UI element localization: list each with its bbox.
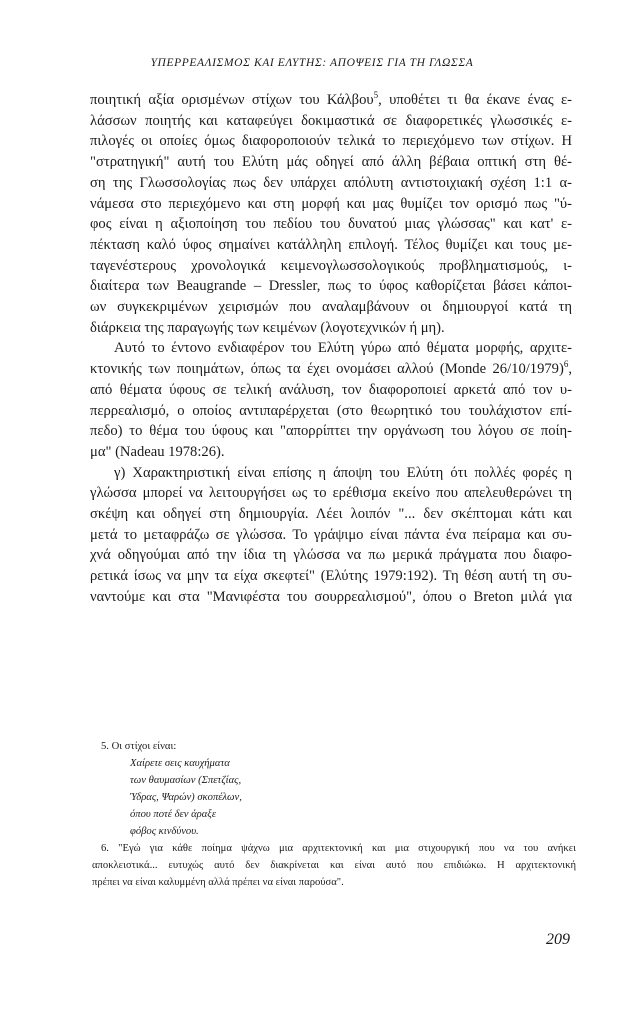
- text-line: γλώσσα μπορεί να λειτουργήσει ως το ερέθισμα εκείνο που απελευθερώνει τη: [90, 485, 572, 502]
- text-line: φος είναι η αξιοποίηση του πεδίου του δυνατού μιας γλώσσας" και κατ' ε-: [90, 216, 572, 233]
- footnote-6-line: αποκλειστικά... ευτυχώς αυτό δεν διακρίνεται και είναι αυτό που επιδιώκω. Η αρχιτεκτονική: [92, 860, 576, 871]
- text-line: πιλογές οι οποίες όμως διαφοροποιούν τελικά το περιεχόμενο των στίχων. Η: [90, 133, 572, 150]
- footnote-ref-6[interactable]: 6: [563, 359, 569, 370]
- footnote-ref-5[interactable]: 5: [373, 90, 379, 101]
- text-span: ποιητική αξία ορισμένων στίχων του Κάλβου: [90, 92, 374, 108]
- running-header: ΥΠΕΡΡΕΑΛΙΣΜΟΣ ΚΑΙ ΕΛΥΤΗΣ: ΑΠΟΨΕΙΣ ΓΙΑ ΤΗ ΓΛΩΣΣΑ: [150, 57, 474, 69]
- footnote-poem-line: όπου ποτέ δεν άραξε: [130, 809, 216, 820]
- text-line: από θέματα ύφους σε τελική ανάλυση, τον διαφοροποιεί αρκετά από τον υ-: [90, 381, 572, 398]
- text-line: ση της Γλωσσολογίας πως δεν υπάρχει απόλυτη αντιστοιχιακή σχέση 1:1 α-: [90, 174, 572, 191]
- text-span: κτονικής των ποιημάτων, όπως τα έχει ονομάσει αλλού (Monde 26/10/1979): [90, 361, 564, 378]
- footnotes: [92, 738, 576, 891]
- text-line: νάμεσα στο περιεχόμενο και στη μορφή και μας θυμίζει τον ορισμό πως "ύ-: [90, 195, 572, 212]
- text-line: περρεαλισμό, ο οποίος αντιπαρέρχεται (στο θεωρητικό του τουλάχιστον επί-: [90, 402, 572, 419]
- text-line: χνά οδηγούμαι από την ίδια τη γλώσσα να πω μερικά πράγματα που διαφο-: [90, 547, 572, 564]
- text-line: διαίτερα των Beaugrande – Dressler, πως το ύφος καθορίζεται βάσει κάποι-: [90, 278, 572, 295]
- text-line: "στρατηγική" αυτή του Ελύτη μάς οδηγεί από άλλη βέβαια οπτική στη θέ-: [90, 154, 572, 171]
- text-line: ρετικά ίσως να μην τα είχα σκεφτεί" (Ελύτης 1979:192). Τη θέση αυτή τη συ-: [90, 568, 572, 585]
- body-text: [90, 90, 572, 608]
- footnote-5-label: 5. Οι στίχοι είναι:: [101, 741, 177, 752]
- text-span: ,: [568, 361, 572, 378]
- page-number: 209: [546, 931, 570, 948]
- footnote-poem-line: φόβος κινδύνου.: [130, 826, 199, 837]
- text-line: [90, 359, 572, 380]
- text-line: διάρκεια της παραγωγής των κειμένων (λογοτεχνικών ή μη).: [90, 319, 445, 336]
- text-line: [90, 90, 572, 111]
- footnote-poem-line: Χαίρετε σεις καυχήματα: [130, 758, 230, 769]
- text-line: ων συγκεκριμένων χειρισμών που αναλαμβάνουν οι δημιουργοί κατά τη: [90, 299, 572, 316]
- text-line: μετά το μεταφράζω σε γλώσσα. Το γράψιμο είναι πάντα ένα πείραμα και συ-: [90, 526, 572, 543]
- footnote-6-line: 6. "Εγώ για κάθε ποίημα ψάχνω μια αρχιτεκτονική και μια στιχουργική που να του ανήκει: [101, 843, 576, 854]
- text-line: ταγενέστερους χρονολογικά κειμενογλωσσολογικούς προβληματισμούς, ι-: [90, 257, 572, 274]
- text-span: , υποθέτει τι θα έκανε ένας ε-: [378, 92, 572, 108]
- text-line: σκέψη και οδηγεί στη δημιουργία. Λέει λοιπόν "... δεν σκέπτομαι κάτι και: [90, 506, 572, 523]
- text-line: μα" (Nadeau 1978:26).: [90, 443, 225, 460]
- text-line: ναντούμε και στα "Μανιφέστα του σουρρεαλισμού", όπου ο Breton μιλά για: [90, 588, 572, 605]
- text-line: πεδο) το θέμα του ύφους και "απορρίπτει την οργάνωση του λόγου σε ποίη-: [90, 423, 572, 440]
- text-line: γ) Χαρακτηριστική είναι επίσης η άποψη του Ελύτη ότι πολλές φορές η: [114, 464, 572, 481]
- text-line: λάσσων ποιητής και καταφεύγει δοκιμαστικά σε διαφορετικές γλωσσικές ε-: [90, 112, 572, 129]
- footnote-poem-line: Ύδρας, Ψαρών) σκοπέλων,: [130, 792, 242, 803]
- text-line: πέκταση καλό ύφος σημαίνει κατάλληλη επιλογή. Τέλος θυμίζει και τους με-: [90, 236, 572, 253]
- footnote-poem-line: των θαυμασίων (Σπετζίας,: [130, 775, 242, 786]
- footnote-6-line: πρέπει να είναι καλυμμένη αλλά πρέπει να είναι παρούσα".: [92, 877, 344, 888]
- text-line: Αυτό το έντονο ενδιαφέρον του Ελύτη γύρω από θέματα μορφής, αρχιτε-: [114, 340, 572, 357]
